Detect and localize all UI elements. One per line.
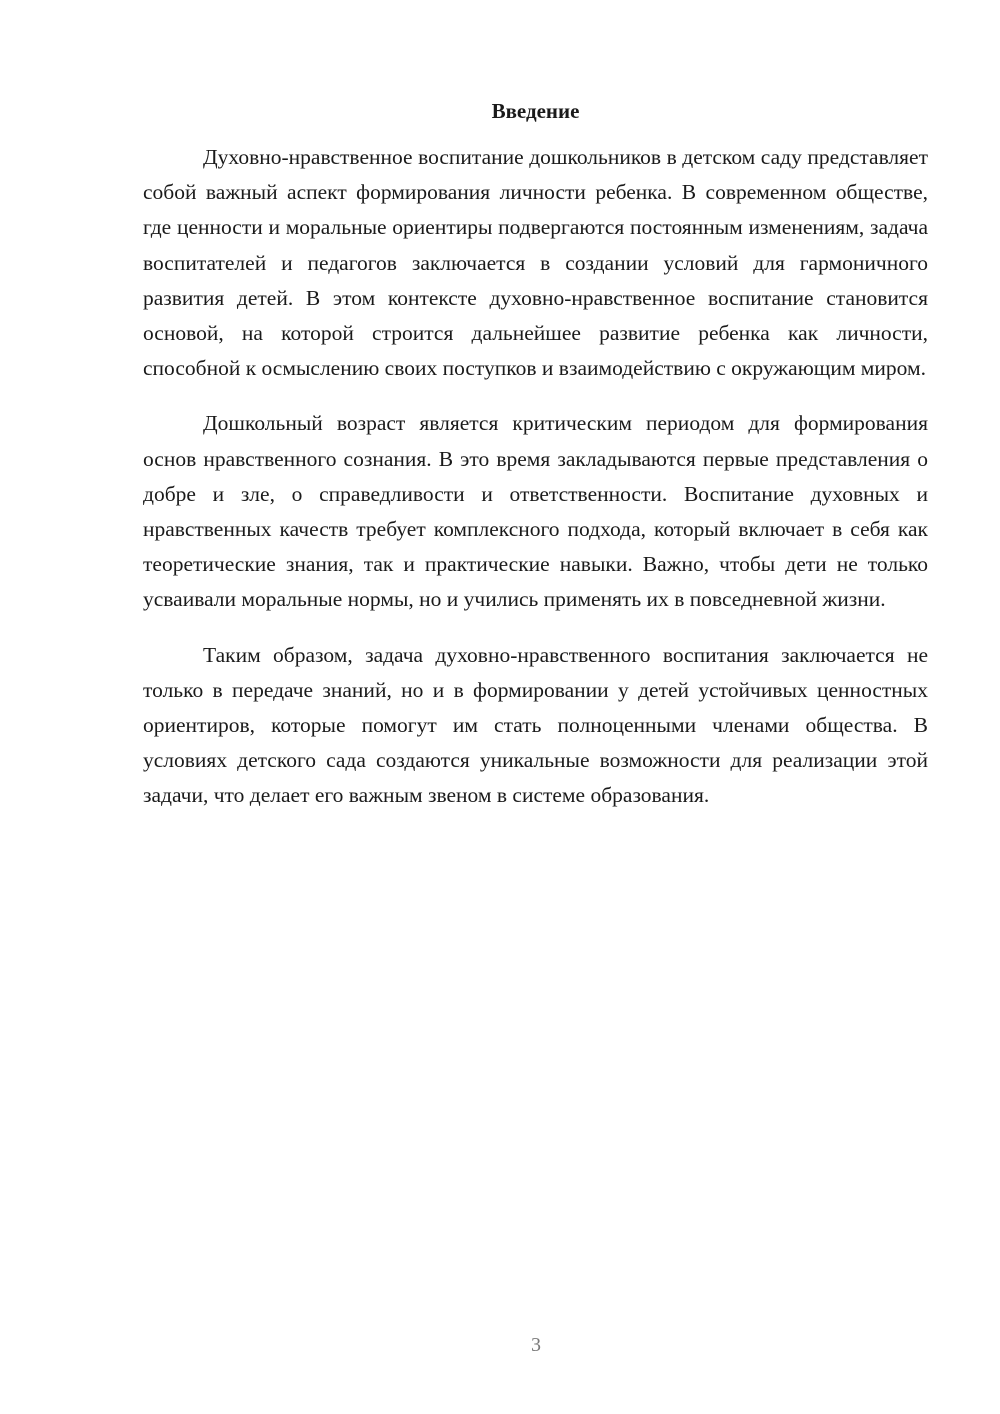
page-content bbox=[143, 96, 928, 834]
paragraph-1: Духовно-нравственное воспитание дошкольников в детском саду представляет собой важный аспект формирования личности ребенка. В современном обществе, где ценности и моральные ориентиры подвергаются постоянным изменениям, задача воспитателей и педагогов заключается в создании условий для гармоничного развития детей. В этом контексте духовно-нравственное воспитание становится основой, на которой строится дальнейшее развитие ребенка как личности, способной к осмыслению своих поступков и взаимодействию с окружающим миром. bbox=[143, 145, 928, 381]
page-number: 3 bbox=[531, 1334, 541, 1356]
paragraph-2: Дошкольный возраст является критическим периодом для формирования основ нравственного сознания. В это время закладываются первые представления о добре и зле, о справедливости и ответственности. Воспитание духовных и нравственных качеств требует комплексного подхода, который включает в себя как теоретические знания, так и практические навыки. Важно, чтобы дети не только усваивали моральные нормы, но и учились применять их в повседневной жизни. bbox=[143, 411, 928, 612]
paragraph-3: Таким образом, задача духовно-нравственного воспитания заключается не только в передаче знаний, но и в формировании у детей устойчивых ценностных ориентиров, которые помогут им стать полноценными членами общества. В условиях детского сада создаются уникальные возможности для реализации этой задачи, что делает его важным звеном в системе образования. bbox=[143, 642, 928, 808]
section-title: Введение bbox=[491, 99, 580, 123]
